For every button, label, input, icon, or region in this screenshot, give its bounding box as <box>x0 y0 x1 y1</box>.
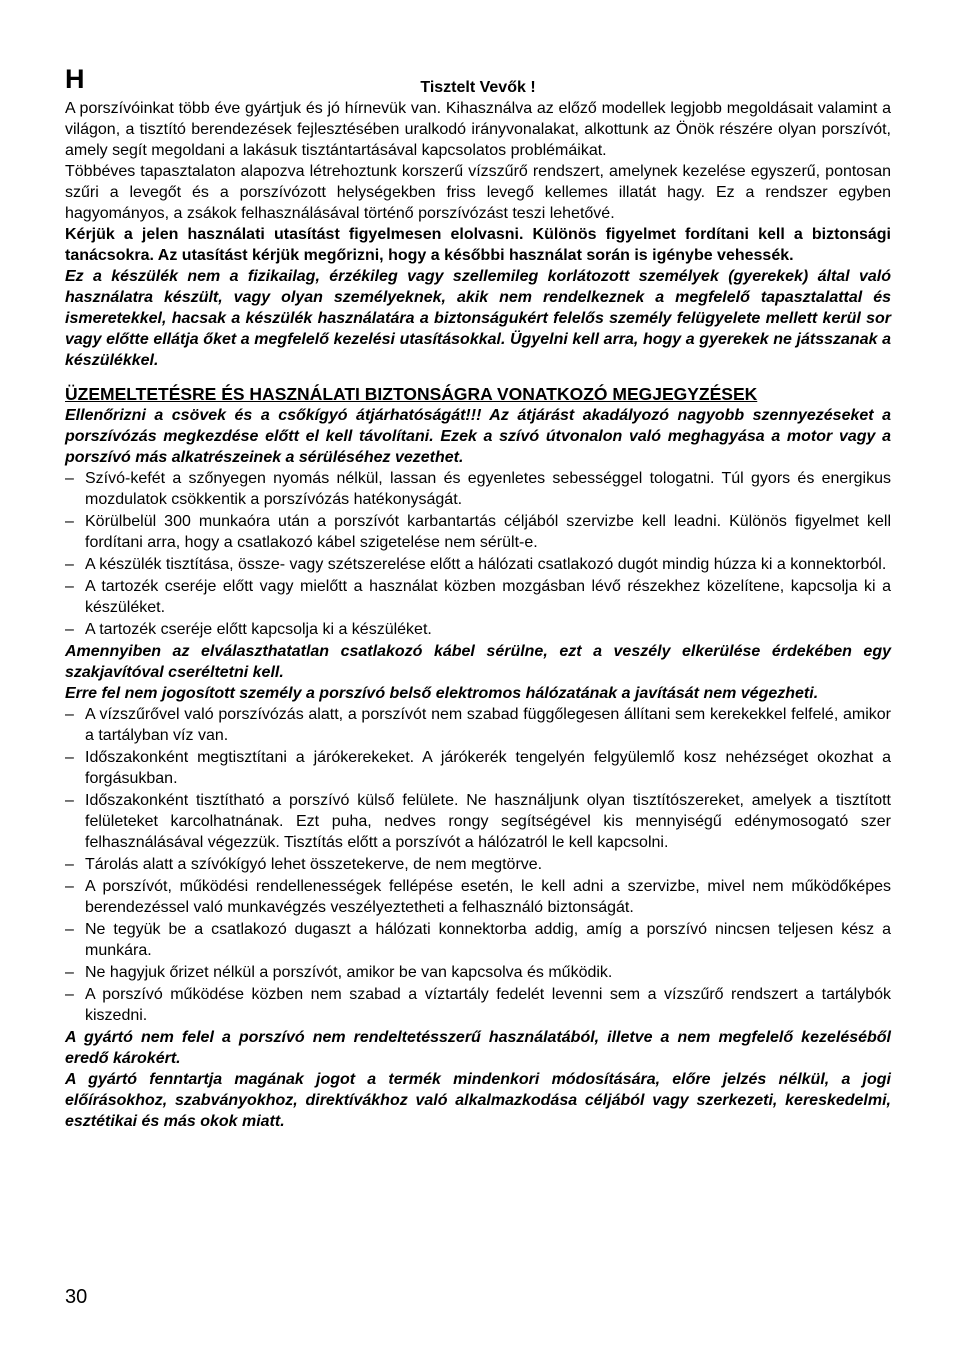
list-item <box>65 576 891 618</box>
dash-bullet: – <box>65 878 74 895</box>
list-item <box>65 919 891 961</box>
list-item-text: Tárolás alatt a szívókígyó lehet összetekerve, de nem megtörve. <box>85 856 543 873</box>
list-item-text: A készülék tisztítása, össze- vagy szétszerelése előtt a hálózati csatlakozó dugót mindig húzza ki a konnektorból. <box>85 556 887 573</box>
dash-bullet: – <box>65 621 74 638</box>
list-item-text: A tartozék cseréje előtt vagy mielőtt a használat közben mozgásban lévő részekhez közelítene, kapcsolja ki a készüléket. <box>85 578 891 616</box>
page-number: 30 <box>65 1286 88 1308</box>
manufacturer-rights-note: A gyártó fenntartja magának jogot a termék mindenkori módosítására, előre jelzés nélkül, a jogi előírásokhoz, szabványokhoz, direktívákhoz való alkalmazkodása céljából vagy szerkezeti, kereskedelmi, esztétikai és más okok miatt. <box>65 1071 891 1130</box>
dash-bullet: – <box>65 964 74 981</box>
list-item-text: Ne tegyük be a csatlakozó dugaszt a hálózati konnektorba addig, amíg a porszívó nincsen teljesen kész a munkára. <box>85 921 891 959</box>
list-item <box>65 704 891 746</box>
list-item <box>65 468 891 510</box>
liability-note: A gyártó nem felel a porszívó nem rendeltetésszerű használatából, illetve a nem megfelelő kezeléséből eredő károkért. <box>65 1029 891 1067</box>
safety-list-b <box>65 704 891 1026</box>
list-item-text: Időszakonként tisztítható a porszívó külső felülete. Ne használjunk olyan tisztítószereket, amelyek a tisztított felületeket karcolhatnának. Ezt puha, nedves rongy segítségével kis mennyiségű edénymosogató szer felhasználásával végezzük. Tisztítás előtt a porszívót a hálózatról le kell kapcsolni. <box>85 792 891 851</box>
children-warning: Ez a készülék nem a fizikailag, érzékileg vagy szellemileg korlátozott személyek (gyerekek) által való használatra készült, vagy olyan személyeknek, akik nem rendelkeznek a megfelelő tapasztalattal és ismeretekkel, hacsak a készülék használatára a biztonságukért felelős személy felügyelete mellett kerül sor vagy előtte ellátja őket a megfelelő kezelési utasításokkal. Ügyelni kell arra, hogy a gyerekek ne játsszanak a készülékkel. <box>65 268 891 369</box>
language-marker: H <box>65 64 85 94</box>
list-item-text: Körülbelül 300 munkaóra után a porszívót karbantartás céljából szervizbe kell leadni. Különös figyelmet kell fordítani arra, hogy a csatlakozó kábel szigetelése nem sérült-e. <box>85 513 891 551</box>
list-item-text: Időszakonként megtisztítani a járókerekeket. A járókerék tengelyén felgyülemlő kosz nehézséget okozhat a forgásukban. <box>85 749 891 787</box>
intro-paragraph-2: Többéves tapasztalaton alapozva létrehoztunk korszerű vízszűrő rendszert, amelynek kezelése egyszerű, pontosan szűri a levegőt és a porszívózott helységekben friss levegő kellemes illatát hagy. Ez a rendszer egyben hagyományos, a zsákok felhasználásával történő porszívózást teszi lehetővé. <box>65 163 891 222</box>
dash-bullet: – <box>65 578 74 595</box>
list-item <box>65 790 891 853</box>
list-item-text: Szívó-kefét a szőnyegen nyomás nélkül, lassan és egyenletes sebességgel tologatni. Túl gyors és energikus mozdulatok csökkentik a porszívózás hatékonyságát. <box>85 470 891 508</box>
dash-bullet: – <box>65 921 74 938</box>
dash-bullet: – <box>65 792 74 809</box>
list-item-text: A vízszűrővel való porszívózás alatt, a porszívót nem szabad függőlegesen állítani sem kerekekkel felfelé, amikor a tartályban víz van. <box>85 706 891 744</box>
read-instructions-notice: Kérjük a jelen használati utasítást figyelmesen elolvasni. Különös figyelmet fordítani kell a biztonsági tanácsokra. Az utasítást kérjük megőrizni, hogy a későbbi használat során is igénybe vehessék. <box>65 226 891 264</box>
list-item <box>65 747 891 789</box>
list-item-text: A porszívót, működési rendellenességek fellépése esetén, le kell adni a szervizbe, mivel nem működőképes berendezéssel való munkavégzés veszélyeztetheti a felhasználó biztonságát. <box>85 878 891 916</box>
dash-bullet: – <box>65 856 74 873</box>
list-item <box>65 962 891 983</box>
list-item-text: A tartozék cseréje előtt kapcsolja ki a készüléket. <box>85 621 432 638</box>
dash-bullet: – <box>65 470 74 487</box>
manual-page <box>65 64 891 1132</box>
unauthorized-repair-note: Erre fel nem jogosított személy a porszívó belső elektromos hálózatának a javítását nem végezheti. <box>65 685 819 702</box>
list-item <box>65 876 891 918</box>
check-tubes-note: Ellenőrizni a csövek és a csőkígyó átjárhatóságát!!! Az átjárást akadályozó nagyobb szennyezéseket a porszívózás megkezdése előtt el kell távolítani. Ezek a szívó útvonalon való meghagyása a motor vagy a porszívó más alkatrészeinek a sérüléséhez vezethet. <box>65 407 891 466</box>
greeting-title: Tisztelt Vevők ! <box>420 79 536 96</box>
dash-bullet: – <box>65 706 74 723</box>
safety-list-a <box>65 468 891 640</box>
dash-bullet: – <box>65 986 74 1003</box>
list-item-text: A porszívó működése közben nem szabad a víztartály fedelét levenni sem a vízszűrő rendszert a tartálybók kiszedni. <box>85 986 891 1024</box>
section-heading: ÜZEMELTETÉSRE ÉS HASZNÁLATI BIZTONSÁGRA VONATKOZÓ MEGJEGYZÉSEK <box>65 384 758 404</box>
dash-bullet: – <box>65 749 74 766</box>
dash-bullet: – <box>65 513 74 530</box>
list-item-text: Ne hagyjuk őrizet nélkül a porszívót, amikor be van kapcsolva és működik. <box>85 964 613 981</box>
list-item <box>65 984 891 1026</box>
cable-replacement-note: Amennyiben az elválaszthatatlan csatlakozó kábel sérülne, ezt a veszély elkerülése érdekében egy szakjavítóval cseréltetni kell. <box>65 643 891 681</box>
list-item <box>65 854 891 875</box>
list-item <box>65 511 891 553</box>
intro-paragraph-1: A porszívóinkat több éve gyártjuk és jó hírnevük van. Kihasználva az előző modellek legjobb megoldásait valamint a világon, a tisztító berendezések fejlesztésében uralkodó irányvonalakat, alkottunk az Önök részére olyan porszívót, amely segít megoldani a lakásuk tisztántartásával kapcsolatos problémáikat. <box>65 100 891 159</box>
list-item <box>65 619 891 640</box>
list-item <box>65 554 891 575</box>
dash-bullet: – <box>65 556 74 573</box>
